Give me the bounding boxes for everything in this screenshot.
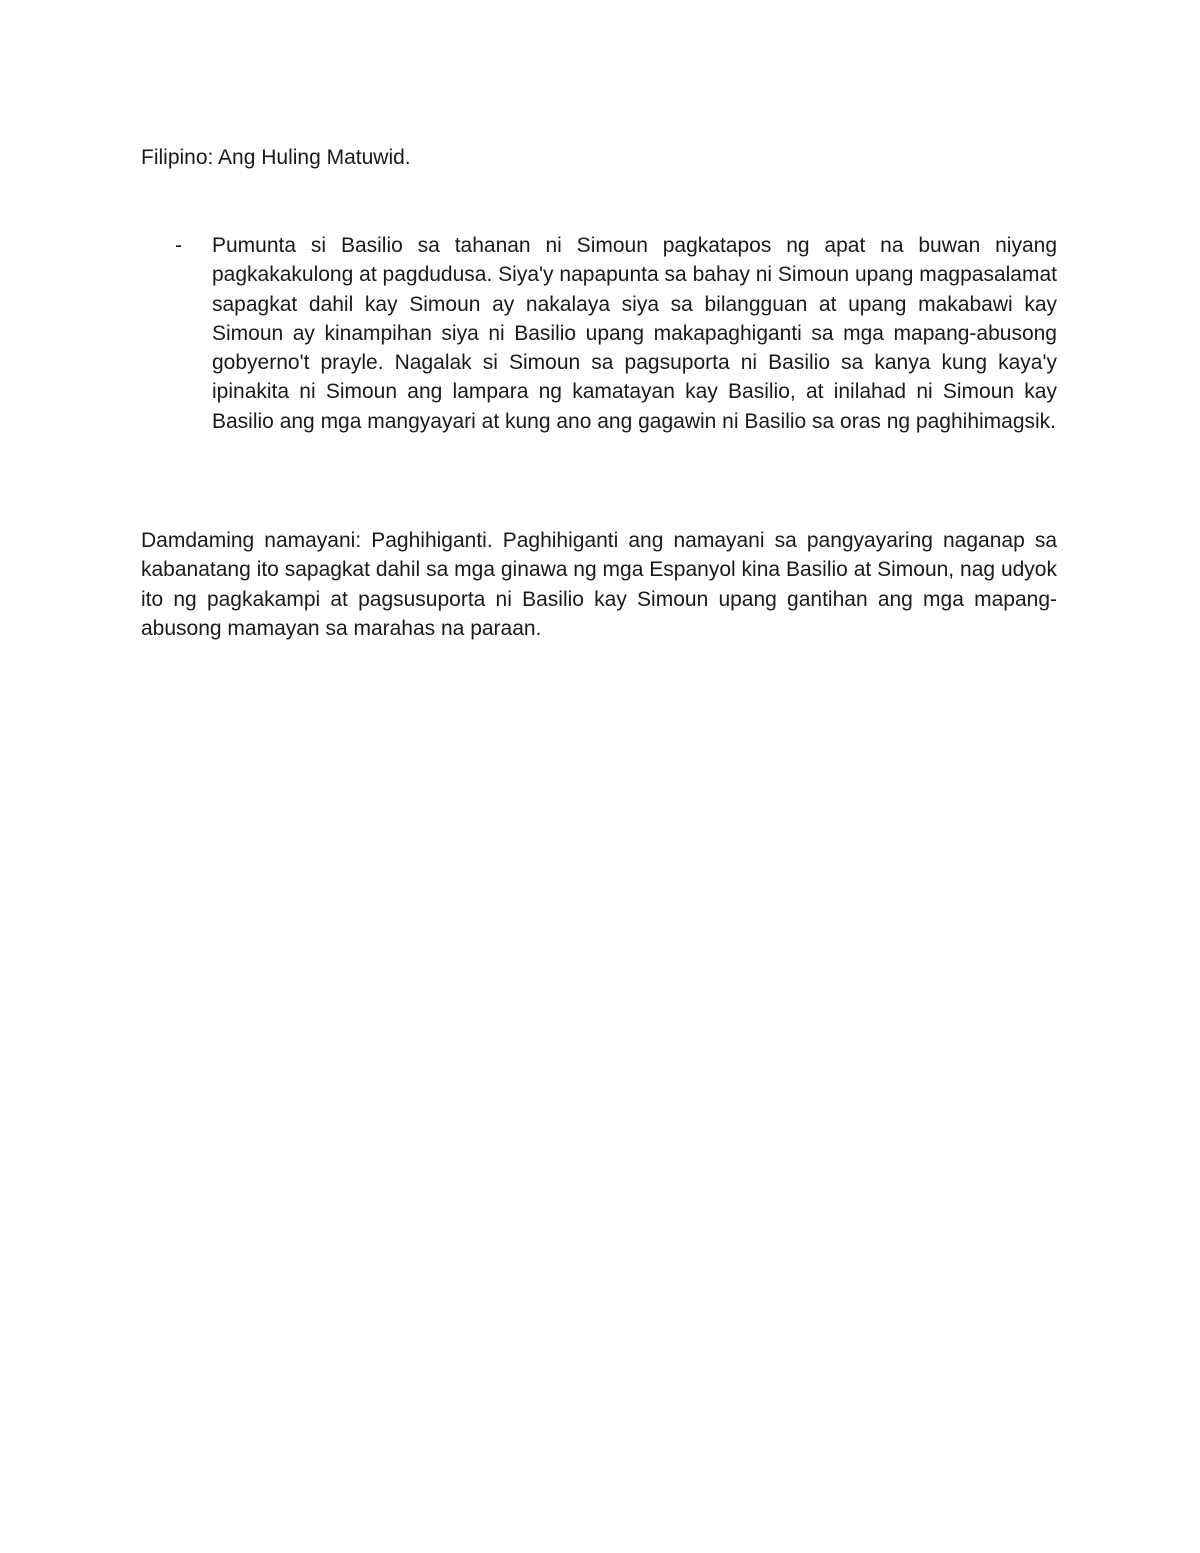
document-title: Filipino: Ang Huling Matuwid. xyxy=(141,146,411,169)
bullet-marker: - xyxy=(175,234,182,257)
bullet-text: Pumunta si Basilio sa tahanan ni Simoun pagkatapos ng apat na buwan niyang pagkakakulong at pagdudusa. Siya'y napapunta sa bahay ni Simoun upang magpasalamat sapagkat dahil kay Simoun ay nakalaya siya sa bilangguan at upang makabawi kay Simoun ay kinampihan siya ni Basilio upang makapaghiganti sa mga mapang-abusong gobyerno't prayle. Nagalak si Simoun sa pagsuporta ni Basilio sa kanya kung kaya'y ipinakita ni Simoun ang lampara ng kamatayan kay Basilio, at inilahad ni Simoun kay Basilio ang mga mangyayari at kung ano ang gagawin ni Basilio sa oras ng paghihimagsik. xyxy=(212,234,1057,433)
body-paragraph: Damdaming namayani: Paghihiganti. Paghihiganti ang namayani sa pangyayaring naganap sa kabanatang ito sapagkat dahil sa mga ginawa ng mga Espanyol kina Basilio at Simoun, nag udyok ito ng pagkakampi at pagsusuporta ni Basilio kay Simoun upang gantihan ang mga mapang-abusong mamayan sa marahas na paraan. xyxy=(141,529,1057,640)
